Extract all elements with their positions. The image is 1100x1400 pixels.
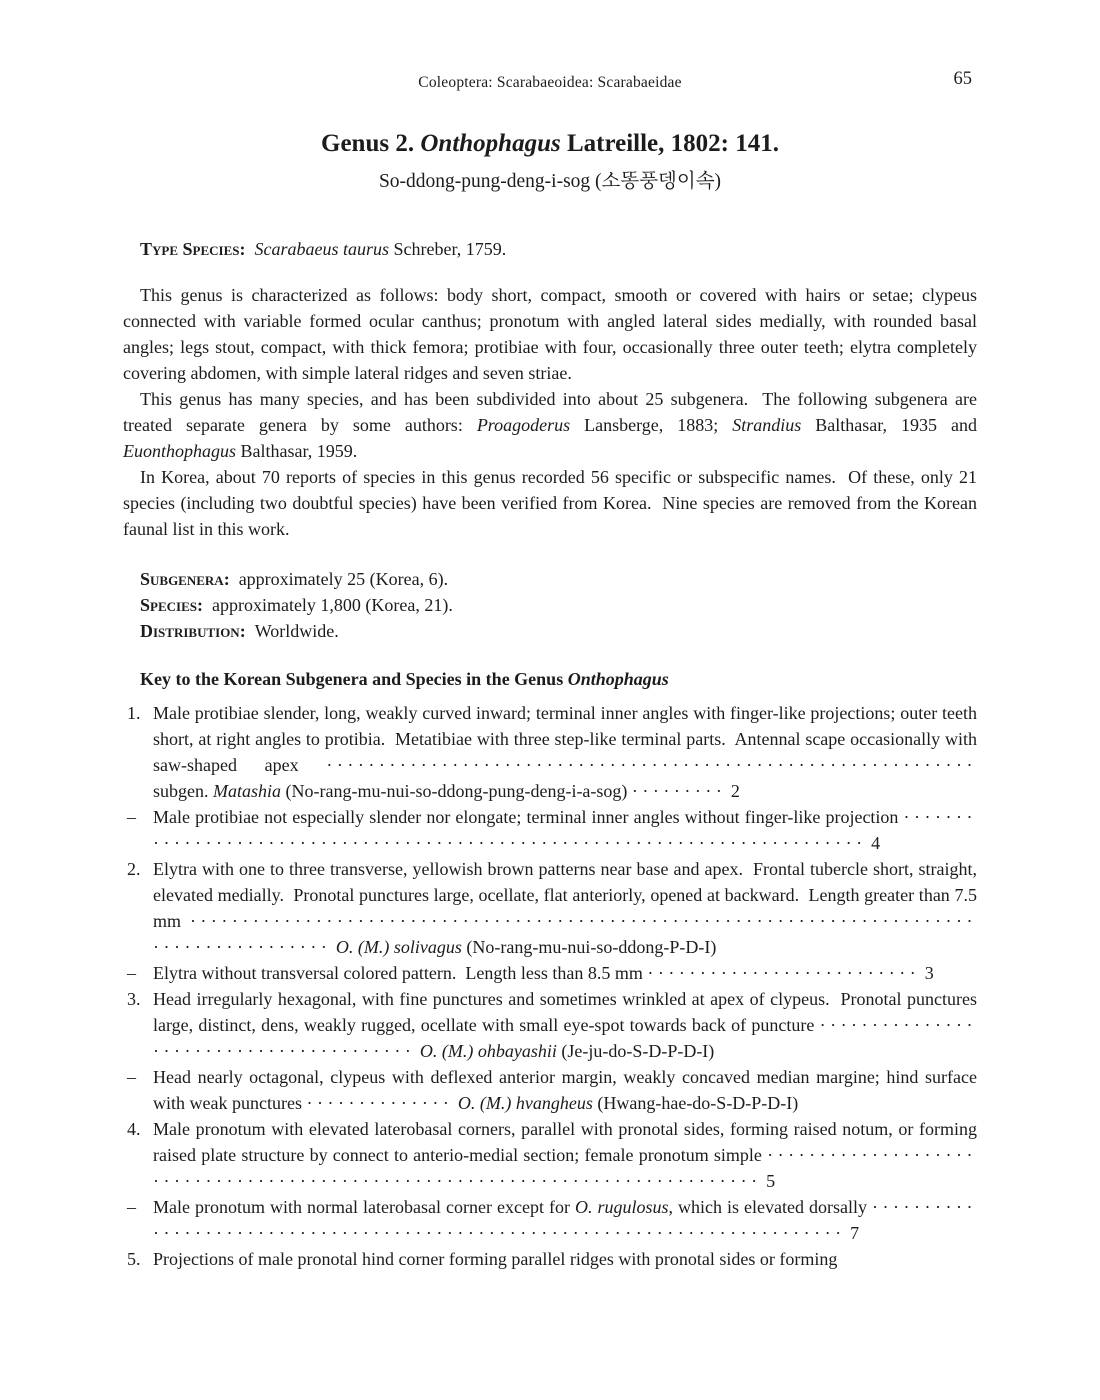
key-item-marker: 3.: [127, 989, 141, 1009]
paragraph: [123, 386, 977, 464]
key-item-marker: –: [127, 1067, 136, 1087]
type-species-line: [123, 236, 977, 262]
key-item-marker: 1.: [127, 703, 141, 723]
italic-text-segment: Proagoderus: [476, 415, 571, 435]
text-segment: (No-rang-mu-nui-so-ddong-pung-deng-i-a-sog): [281, 781, 632, 801]
text-segment: Elytra with one to three transverse, yellowish brown patterns near base and apex. Frontal tubercle short, straight, elevated medially. Pronotal punctures large, ocellate, flat anteriorly, opened at backward. Length greater than 7.5 mm: [153, 859, 977, 931]
text-segment: In Korea, about 70 reports of species in this genus recorded 56 specific or subspecific names. Of these, only 21 species (including two doubtful species) have been verified from Korea. Nine species are removed from the Korean faunal list in this work.: [123, 467, 977, 539]
key-item: [123, 804, 977, 856]
leader-dots: ·········: [631, 781, 727, 801]
paragraph: [123, 464, 977, 542]
leader-dots: ··························: [647, 963, 921, 983]
key-heading: [123, 666, 977, 692]
leader-dots: ····························································································: [153, 911, 977, 957]
italic-text-segment: Matashia: [213, 781, 282, 801]
text-segment: , which is elevated dorsally: [668, 1197, 873, 1217]
italic-text-segment: Euonthophagus: [123, 441, 237, 461]
text-segment: Male pronotum with normal laterobasal corner except for: [153, 1197, 575, 1217]
genus-name-italic: Onthophagus: [420, 130, 561, 157]
text-segment: Elytra without transversal colored pattern. Length less than 8.5 mm: [153, 963, 648, 983]
fact-label: Species:: [140, 595, 203, 615]
text-segment: 7: [845, 1223, 860, 1243]
text-segment: Head nearly octagonal, clypeus with deflexed anterior margin, weakly concaved median margine; hind surface with weak punctures: [153, 1067, 977, 1113]
fact-value: Worldwide.: [254, 621, 339, 641]
genus-title: [123, 128, 977, 160]
key-item: [123, 1194, 977, 1246]
text-segment: 3: [920, 963, 934, 983]
paragraph: [123, 282, 977, 386]
key-item: [123, 1064, 977, 1116]
genus-title-prefix: Genus 2.: [321, 130, 421, 157]
key-item: [123, 1246, 977, 1272]
type-species-authority: Schreber, 1759.: [388, 239, 507, 259]
italic-text-segment: O. (M.) ohbayashii: [419, 1041, 557, 1061]
text-segment: subgen.: [153, 781, 213, 801]
text-segment: 4: [866, 833, 881, 853]
italic-text-segment: O. rugulosus: [574, 1197, 669, 1217]
text-segment: 2: [726, 781, 740, 801]
text-segment: (Hwang-hae-do-S-D-P-D-I): [592, 1093, 799, 1113]
text-segment: Male protibiae not especially slender nor elongate; terminal inner angles without finger-like projection: [153, 807, 904, 827]
running-header: Coleoptera: Scarabaeoidea: Scarabaeidae: [418, 74, 682, 91]
italic-text-segment: Strandius: [732, 415, 802, 435]
text-segment: Balthasar, 1959.: [236, 441, 358, 461]
fact-label: Distribution:: [140, 621, 246, 641]
key-item-marker: 2.: [127, 859, 141, 879]
text-segment: This genus is characterized as follows: body short, compact, smooth or covered with hairs or setae; clypeus connected with variable formed ocular canthus; pronotum with angled lateral sides medially, with rounded basal angles; legs stout, compact, with thick femora; protibiae with four, occasionally three outer teeth; elytra completely covering abdomen, with simple lateral ridges and seven striae.: [123, 285, 977, 383]
leader-dots: ··············: [306, 1093, 454, 1113]
text-segment: Male protibiae slender, long, weakly curved inward; terminal inner angles with finger-like projections; outer teeth short, at right angles to protibia. Metatibiae with three step-like terminal parts. Antennal scape occasionally with saw-shaped apex: [153, 703, 977, 775]
fact-row: [140, 566, 977, 592]
text-segment: Projections of male pronotal hind corner forming parallel ridges with pronotal sides or forming: [153, 1249, 838, 1269]
type-species-name: Scarabaeus taurus: [254, 239, 389, 259]
key-item: [123, 700, 977, 804]
key-item-marker: –: [127, 807, 136, 827]
text-segment: Lansberge, 1883;: [570, 415, 733, 435]
text-segment: 5: [761, 1171, 776, 1191]
text-segment: Head irregularly hexagonal, with fine punctures and sometimes wrinkled at apex of clypeus. Pronotal punctures large, distinct, dens, weakly rugged, ocellate with small eye-spot towards back of puncture: [153, 989, 977, 1035]
key-item-marker: –: [127, 1197, 136, 1217]
key-list: [123, 700, 977, 1272]
fact-label: Subgenera:: [140, 569, 230, 589]
text-segment: Balthasar, 1935 and: [801, 415, 977, 435]
fact-row: [140, 618, 977, 644]
fact-value: approximately 25 (Korea, 6).: [238, 569, 449, 589]
text-segment: Male pronotum with elevated laterobasal corners, parallel with pronotal sides, forming raised notum, or forming raised plate structure by connect to anterio-medial section; female pronotum simple: [153, 1119, 977, 1165]
vernacular-name: So-ddong-pung-deng-i-sog (소똥풍뎅이속): [378, 171, 722, 192]
type-species-label: Type Species:: [140, 239, 246, 259]
italic-text-segment: O. (M.) solivagus: [335, 937, 462, 957]
key-item: [123, 856, 977, 960]
key-item-marker: –: [127, 963, 136, 983]
leader-dots: ············································································: [153, 1197, 977, 1243]
italic-text-segment: O. (M.) hvangheus: [457, 1093, 593, 1113]
key-item: [123, 960, 977, 986]
facts-list: [123, 566, 977, 644]
fact-value: approximately 1,800 (Korea, 21).: [211, 595, 453, 615]
genus-title-suffix: Latreille, 1802: 141.: [560, 130, 779, 157]
leader-dots: ······························································: [326, 755, 977, 775]
description-paragraphs: [123, 282, 977, 542]
key-item-marker: 5.: [127, 1249, 141, 1269]
leader-dots: ···········································································: [153, 807, 977, 853]
text-segment: (No-rang-mu-nui-so-ddong-P-D-I): [461, 937, 717, 957]
key-item-marker: 4.: [127, 1119, 141, 1139]
key-item: [123, 1116, 977, 1194]
text-segment: (Je-ju-do-S-D-P-D-I): [556, 1041, 715, 1061]
key-heading-text: Key to the Korean Subgenera and Species in the Genus: [140, 669, 568, 689]
leader-dots: ··············································································: [153, 1145, 977, 1191]
fact-row: [140, 592, 977, 618]
page-number: 65: [953, 69, 972, 89]
leader-dots: ········································: [153, 1015, 977, 1061]
key-item: [123, 986, 977, 1064]
key-heading-genus: Onthophagus: [567, 669, 669, 689]
text-segment: This genus has many species, and has been subdivided into about 25 subgenera. The following subgenera are treated separate genera by some authors:: [123, 389, 977, 435]
